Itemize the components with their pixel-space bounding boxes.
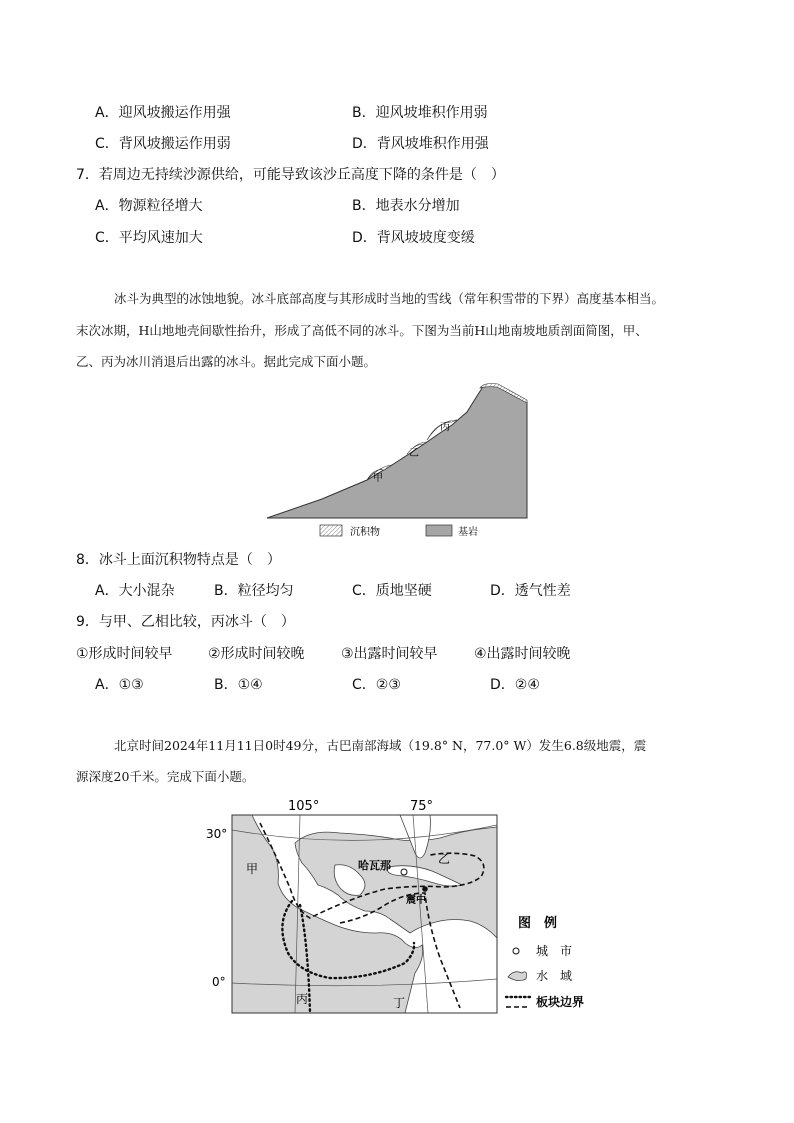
lat-label-0: 0° xyxy=(212,975,226,989)
q9-statement-2: ②形成时间较晚 xyxy=(208,646,305,662)
q8-option-a: A．大小混杂 xyxy=(95,583,175,599)
epicenter-icon xyxy=(422,886,428,892)
map-label-yi: 乙 xyxy=(438,852,451,866)
map-label-jia: 甲 xyxy=(246,862,259,876)
legend-city-icon xyxy=(513,948,519,954)
q6-option-b: B．迎风坡堆积作用弱 xyxy=(352,105,488,121)
q9-option-c: C．②③ xyxy=(352,677,401,693)
map-label-bing: 丙 xyxy=(296,992,309,1006)
lon-label-105: 105° xyxy=(288,799,320,814)
q6-option-a: A．迎风坡搬运作用强 xyxy=(95,105,231,121)
label-bing: 丙 xyxy=(440,422,450,433)
passage3-line2: 源深度20千米。完成下面小题。 xyxy=(76,769,255,784)
q8-option-c: C．质地坚硬 xyxy=(352,583,432,599)
q6-option-d: D．背风坡堆积作用强 xyxy=(352,136,489,152)
q8-option-d: D．透气性差 xyxy=(490,583,571,599)
caribbean-map-figure xyxy=(200,793,600,1018)
q9-option-a: A．①③ xyxy=(95,677,144,693)
passage2-line3: 乙、丙为冰川消退后出露的冰斗。据此完成下面小题。 xyxy=(76,354,377,369)
q9-option-d: D．②④ xyxy=(490,677,540,693)
label-yi: 乙 xyxy=(409,448,419,459)
legend-water-icon xyxy=(508,972,527,981)
q8-stem: 8．冰斗上面沉积物特点是（ ） xyxy=(76,552,281,568)
passage2-line2: 末次冰期，H山地地壳间歇性抬升，形成了高低不同的冰斗。下图为当前H山地南坡地质剖面简图，甲、 xyxy=(76,323,648,338)
legend-sediment-label: 沉积物 xyxy=(350,527,380,538)
map-label-ding: 丁 xyxy=(393,996,406,1010)
legend-boundary-label: 板块边界 xyxy=(536,995,585,1009)
q7-option-a: A．物源粒径增大 xyxy=(95,198,203,214)
q6-option-c: C．背风坡搬运作用弱 xyxy=(95,136,231,152)
q8-option-b: B．粒径均匀 xyxy=(214,583,294,599)
geologic-profile-figure xyxy=(262,380,542,542)
q9-stem: 9．与甲、乙相比较，丙冰斗（ ） xyxy=(76,614,295,630)
passage2-line1: 冰斗为典型的冰蚀地貌。冰斗底部高度与其形成时当地的雪线（常年积雪带的下界）高度基本相当。 xyxy=(114,291,665,306)
lat-label-30: 30° xyxy=(206,827,228,841)
q7-option-b: B．地表水分增加 xyxy=(352,198,460,214)
legend-sediment-swatch xyxy=(320,525,342,536)
passage3-line1: 北京时间2024年11月11日0时49分，古巴南部海域（19.8° N，77.0° W）发生6.8级地震，震 xyxy=(114,738,647,753)
legend-title: 图 例 xyxy=(518,916,558,931)
q7-option-c: C．平均风速加大 xyxy=(95,230,203,246)
q9-statement-3: ③出露时间较早 xyxy=(341,646,438,662)
map-label-havana: 哈瓦那 xyxy=(358,859,391,872)
lon-label-75: 75° xyxy=(410,799,434,814)
legend-water-label: 水 域 xyxy=(536,969,573,983)
q9-option-b: B．①④ xyxy=(214,677,263,693)
q9-statement-4: ④出露时间较晚 xyxy=(474,646,571,662)
legend-bedrock-label: 基岩 xyxy=(458,527,478,538)
map-label-epicenter: 震中 xyxy=(406,895,426,906)
label-jia: 甲 xyxy=(373,473,383,484)
q7-stem: 7．若周边无持续沙源供给，可能导致该沙丘高度下降的条件是（ ） xyxy=(76,167,505,183)
legend-bedrock-swatch xyxy=(426,525,452,536)
legend-city-label: 城 市 xyxy=(536,944,573,958)
q7-option-d: D．背风坡坡度变缓 xyxy=(352,230,475,246)
havana-city-icon xyxy=(401,869,407,875)
q9-statement-1: ①形成时间较早 xyxy=(76,646,173,662)
bedrock-profile xyxy=(267,385,527,518)
